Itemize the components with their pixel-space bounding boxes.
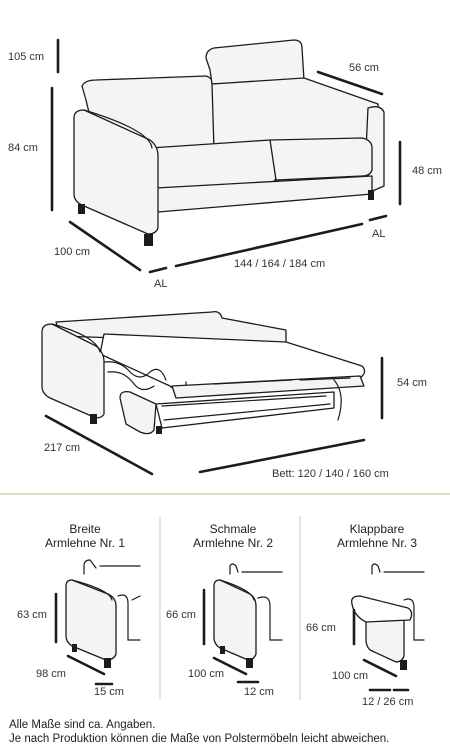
- sofa-drawing: [74, 40, 384, 246]
- width-label: 144 / 164 / 184 cm: [234, 258, 326, 270]
- armrest-2-width-label: 12 cm: [244, 686, 274, 698]
- bed-length-label: 217 cm: [44, 442, 81, 454]
- armrest-2-height-label: 66 cm: [166, 609, 196, 621]
- armrest-1-depth-label: 98 cm: [36, 668, 66, 680]
- armrest-1-height-label: 63 cm: [17, 609, 47, 621]
- seat-depth-label: 56 cm: [349, 62, 379, 74]
- al-left-label: AL: [154, 278, 168, 290]
- height-back-label: 84 cm: [8, 142, 38, 154]
- armrest-3-width-label: 12 / 26 cm: [362, 696, 414, 708]
- depth-label: 100 cm: [54, 246, 91, 258]
- note-line-1: Alle Maße sind ca. Angaben.: [9, 719, 156, 731]
- armrest-2-drawing: [204, 564, 282, 682]
- armrest-2-depth-label: 100 cm: [188, 668, 225, 680]
- note-line-2: Je nach Produktion können die Maße von Polstermöbeln leicht abweichen.: [9, 733, 390, 745]
- armrest-1-width-label: 15 cm: [94, 686, 124, 698]
- armrest-3-depth-label: 100 cm: [332, 670, 369, 682]
- bed-height-label: 54 cm: [397, 377, 427, 389]
- armrest-3-title: Klappbare Armlehne Nr. 3: [336, 522, 418, 550]
- armrest-1-title: Breite Armlehne Nr. 1: [44, 522, 126, 550]
- bed-size-label: Bett: 120 / 140 / 160 cm: [272, 468, 389, 480]
- armrest-1-drawing: [56, 560, 140, 684]
- sofa-bed-drawing: [42, 312, 365, 434]
- seat-height-label: 48 cm: [412, 165, 442, 177]
- armrest-3-height-label: 66 cm: [306, 622, 336, 634]
- al-right-label: AL: [372, 228, 386, 240]
- height-total-label: 105 cm: [8, 51, 45, 63]
- armrest-2-title: Schmale Armlehne Nr. 2: [192, 522, 274, 550]
